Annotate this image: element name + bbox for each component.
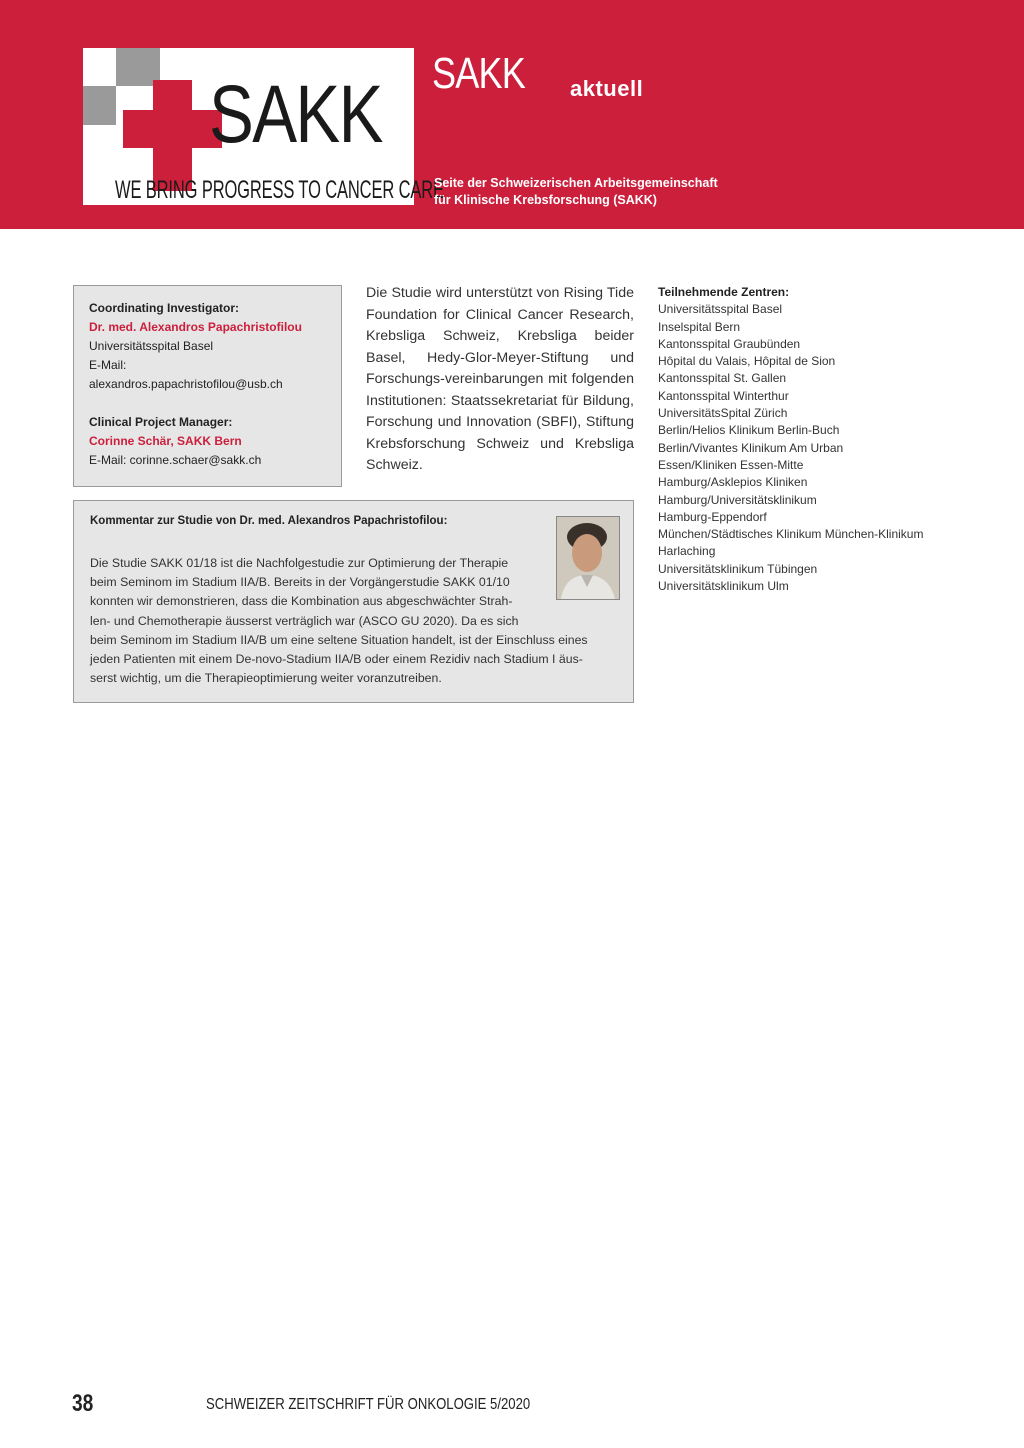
center-item: Universitätsspital Basel: [658, 302, 783, 317]
center-item: Universitätsklinikum Tübingen: [658, 561, 818, 576]
subtitle-line: Seite der Schweizerischen Arbeitsgemeinschaft: [434, 176, 718, 190]
centers-title: Teilnehmende Zentren:: [658, 285, 790, 299]
support-text: Die Studie wird unterstützt von Rising Tide Foundation for Clinical Cancer Research, Krebsliga Schweiz, Krebsliga beider Basel, Hedy-Glor-Meyer-Stiftung und Forschungs-vereinbarungen mit folgenden Institutionen: Staatssekretariat für Bildung, Forschung und Innovation (SBFI), Stiftung Krebsforschung Schweiz und Krebsliga Schweiz.: [366, 285, 634, 473]
comment-line: serst wichtig, um die Therapieoptimierung weiter voranzutreiben.: [90, 671, 442, 686]
center-item: Universitätsklinikum Ulm: [658, 579, 789, 594]
center-item: Hamburg/Universitätsklinikum: [658, 492, 817, 507]
ci-email[interactable]: alexandros.papachristofilou@usb.ch: [89, 377, 283, 391]
centers-list: [658, 284, 923, 595]
comment-line: len- und Chemotherapie äusserst verträglich war (ASCO GU 2020). Da es sich: [90, 613, 519, 628]
comment-line: Die Studie SAKK 01/18 ist die Nachfolgestudie zur Optimierung der Therapie: [90, 556, 509, 570]
comment-line: konnten wir demonstrieren, dass die Kombination aus abgeschwächter Strah-: [90, 594, 513, 609]
logo-wordmark: SAKK: [209, 69, 382, 160]
contact-box: [73, 285, 342, 487]
pm-name: Corinne Schär, SAKK Bern: [89, 434, 242, 448]
center-item: Inselspital Bern: [658, 319, 741, 334]
comment-line: beim Seminom im Stadium IIA/B. Bereits in der Vorgängerstudie SAKK 01/10: [90, 575, 510, 590]
pm-email[interactable]: E-Mail: corinne.schaer@sakk.ch: [89, 453, 262, 467]
center-item: Hamburg/Asklepios Kliniken: [658, 475, 808, 490]
center-item: Kantonsspital St. Gallen: [658, 371, 787, 386]
center-item: Hôpital du Valais, Hôpital de Sion: [658, 354, 836, 369]
center-item: Berlin/Vivantes Klinikum Am Urban: [658, 440, 844, 455]
pm-label: Clinical Project Manager:: [89, 415, 233, 429]
logo-tagline: WE BRING PROGRESS TO CANCER CARE: [115, 176, 444, 204]
center-item: Berlin/Helios Klinikum Berlin-Buch: [658, 423, 840, 438]
ci-email-label: E-Mail:: [89, 358, 127, 372]
journal-title: SCHWEIZER ZEITSCHRIFT FÜR ONKOLOGIE 5/2020: [206, 1396, 531, 1413]
center-item: München/Städtisches Klinikum München-Klinikum: [658, 527, 924, 542]
center-item: Kantonsspital Graubünden: [658, 336, 801, 351]
brand-title: [432, 49, 644, 101]
comment-box: [73, 500, 634, 703]
sakk-logo: [83, 48, 444, 205]
comment-line: beim Seminom im Stadium IIA/B um eine seltene Situation handelt, ist der Einschluss eines: [90, 632, 588, 647]
header-subtitle: [434, 175, 718, 209]
comment-title: Kommentar zur Studie von Dr. med. Alexandros Papachristofilou:: [90, 515, 448, 527]
center-item: Kantonsspital Winterthur: [658, 388, 789, 403]
ci-institution: Universitätsspital Basel: [89, 339, 214, 353]
center-item: UniversitätsSpital Zürich: [658, 406, 788, 421]
ci-name: Dr. med. Alexandros Papachristofilou: [89, 320, 302, 334]
comment-body: [90, 554, 588, 688]
page-number: 38: [72, 1390, 94, 1417]
header-banner: [0, 0, 1024, 229]
subtitle-line: für Klinische Krebsforschung (SAKK): [434, 193, 657, 207]
comment-line: jeden Patienten mit einem De-novo-Stadium IIA/B oder einem Rezidiv nach Stadium I äus-: [90, 652, 583, 667]
center-item: Hamburg-Eppendorf: [658, 509, 767, 524]
center-item: Essen/Kliniken Essen-Mitte: [658, 457, 804, 472]
ci-label: Coordinating Investigator:: [89, 301, 239, 315]
center-item: Harlaching: [658, 544, 716, 559]
brand-sub: aktuell: [570, 76, 644, 101]
brand-main: SAKK: [432, 49, 525, 98]
